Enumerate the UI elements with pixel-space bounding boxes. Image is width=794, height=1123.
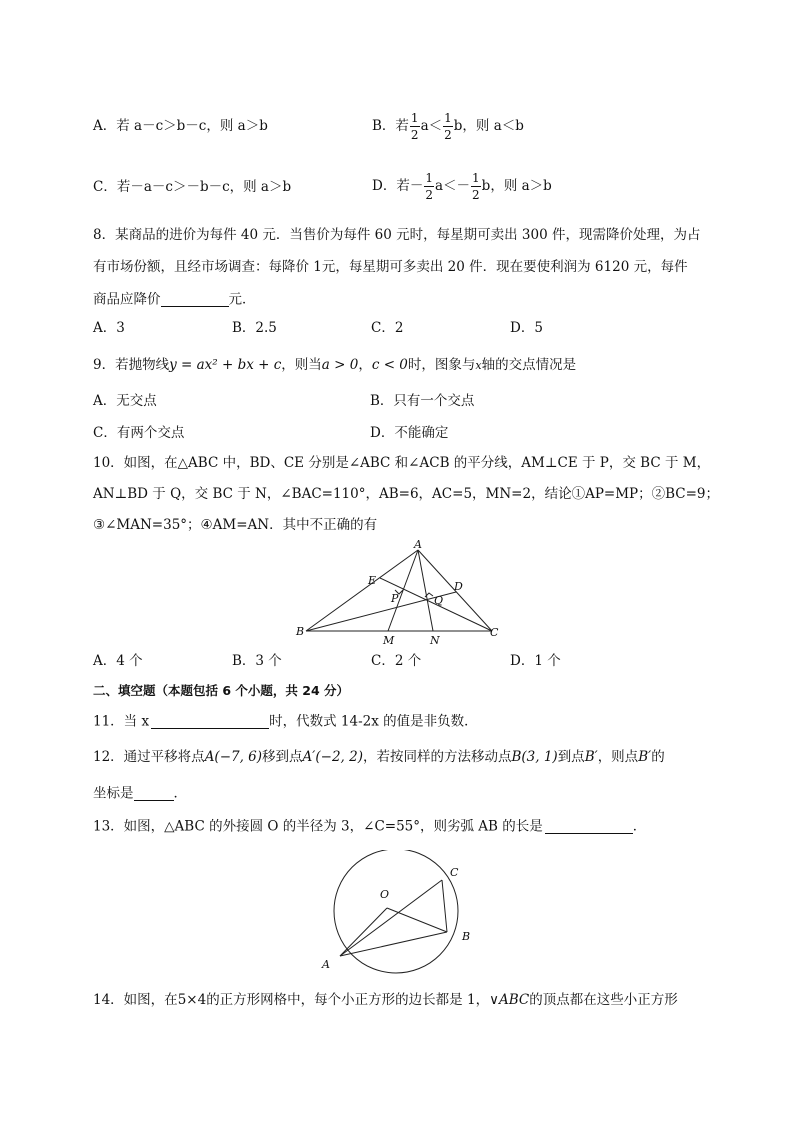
label-c: C bbox=[490, 626, 499, 639]
q12-point-a: A(−7, 6) bbox=[204, 749, 263, 765]
fraction-half: $\frac{1}{2}$ bbox=[444, 111, 452, 142]
q9-formula: y = ax² + bx + c bbox=[169, 357, 282, 373]
q8-line-3 bbox=[93, 292, 256, 307]
q8-line-2: 有市场份额，且经市场调查：每降价 1元，每星期可多卖出 20 件．现在要使利润为 6120 元，每件 bbox=[93, 259, 688, 275]
q12-line-2-suffix: ． bbox=[173, 785, 187, 802]
label-n: N bbox=[430, 634, 440, 647]
q9-variable: x bbox=[475, 359, 482, 372]
q13-stem-suffix: ． bbox=[632, 818, 647, 835]
q7-option-b-prefix: B．若 bbox=[372, 118, 409, 134]
q11-stem-prefix: 11．当 x bbox=[93, 713, 150, 730]
q7-option-c: C．若－a－c＞－b－c，则 a＞b bbox=[93, 179, 292, 195]
q10-line-3: ③∠MAN=35°；④AM=AN．其中不正确的有 bbox=[93, 517, 378, 533]
label-e: E bbox=[368, 574, 377, 587]
q11-stem bbox=[93, 714, 478, 729]
q12-point-a-prime: A′(−2, 2) bbox=[302, 749, 363, 765]
q7-option-d-middle: a＜－ bbox=[434, 178, 471, 194]
q12-line-1 bbox=[93, 751, 665, 765]
q12-prefix: 12．通过平移将点 bbox=[93, 749, 205, 765]
q9-stem bbox=[93, 359, 576, 373]
q9-stem-middle: ，则当 bbox=[281, 357, 322, 373]
line-oa bbox=[340, 908, 387, 956]
q12-line-2-prefix: 坐标是 bbox=[93, 785, 134, 802]
label-c: C bbox=[450, 866, 459, 879]
q7-option-a: A．若 a－c＞b－c，则 a＞b bbox=[93, 118, 268, 134]
q8-option-c: C．2 bbox=[371, 320, 404, 336]
q13-stem bbox=[93, 819, 646, 834]
q9-option-c: C．有两个交点 bbox=[93, 425, 185, 441]
q9-stem-prefix: 9．若抛物线 bbox=[93, 357, 170, 373]
q10-option-a: A．4 个 bbox=[93, 653, 143, 669]
answer-blank[interactable] bbox=[161, 292, 229, 307]
line-bc bbox=[442, 880, 447, 932]
q9-stem-suffix: 轴的交点情况是 bbox=[481, 357, 577, 373]
q12-text-3: 到点 bbox=[557, 749, 585, 765]
label-a: A bbox=[414, 540, 422, 551]
fraction-half: $\frac{1}{2}$ bbox=[410, 111, 419, 142]
q14-grid-size: 5×4 bbox=[177, 992, 207, 1008]
q7-option-d bbox=[372, 172, 552, 201]
label-p: P bbox=[391, 592, 399, 605]
q10-option-b: B．3 个 bbox=[232, 653, 282, 669]
q12-point-b-prime-2: B′ bbox=[638, 749, 652, 765]
q8-line-3-suffix: 元． bbox=[228, 291, 256, 308]
q7-option-d-prefix: D．若－ bbox=[372, 178, 424, 194]
q14-stem-suffix: 的顶点都在这些小正方形 bbox=[529, 992, 678, 1008]
q9-condition-a: a > 0 bbox=[321, 357, 359, 373]
q7-option-b-suffix: b，则 a＜b bbox=[453, 118, 524, 134]
q10-line-2: AN⊥BD 于 Q，交 BC 于 N，∠BAC=110°，AB=6，AC=5，MN=2，结论①AP=MP；②BC=9； bbox=[93, 486, 720, 502]
label-m: M bbox=[383, 634, 395, 647]
q10-option-c: C．2 个 bbox=[371, 653, 422, 669]
q14-stem-prefix: 14．如图，在 bbox=[93, 992, 178, 1008]
line-ob bbox=[387, 908, 447, 932]
q7-option-b bbox=[372, 112, 524, 141]
q9-separator: ， bbox=[358, 357, 372, 373]
label-b: B bbox=[462, 930, 471, 943]
line-an bbox=[418, 550, 433, 631]
q9-option-b: B．只有一个交点 bbox=[370, 393, 475, 409]
q12-point-b-prime: B′ bbox=[584, 749, 598, 765]
q12-text-2: ，若按同样的方法移动点 bbox=[362, 749, 512, 765]
q10-triangle-figure bbox=[290, 540, 510, 648]
q8-option-b: B．2.5 bbox=[232, 320, 277, 336]
q13-stem-prefix: 13．如图，△ABC 的外接圆 O 的半径为 3，∠C=55°，则劣弧 AB 的长是 bbox=[93, 818, 543, 835]
fraction-half: $\frac{1}{2}$ bbox=[472, 171, 480, 202]
label-o: O bbox=[380, 888, 390, 901]
q12-line-2 bbox=[93, 786, 187, 801]
q9-option-a: A．无交点 bbox=[93, 393, 157, 409]
q8-line-3-prefix: 商品应降价 bbox=[93, 291, 161, 308]
line-ab bbox=[306, 550, 418, 631]
q14-triangle: ∨ABC bbox=[489, 992, 530, 1008]
section-2-title: 二、填空题（本题包括 6 个小题，共 24 分） bbox=[93, 683, 350, 698]
label-d: D bbox=[454, 580, 463, 593]
q14-stem bbox=[93, 994, 678, 1008]
q8-option-a: A．3 bbox=[93, 320, 125, 336]
q14-stem-middle: 的正方形网格中，每个小正方形的边长都是 1， bbox=[206, 992, 490, 1008]
q12-suffix: 的 bbox=[651, 749, 665, 765]
q10-line-1: 10．如图，在△ABC 中，BD、CE 分别是∠ABC 和∠ACB 的平分线，AM⊥CE 于 P，交 BC 于 M， bbox=[93, 455, 711, 471]
label-q: Q bbox=[434, 594, 444, 607]
q10-option-d: D．1 个 bbox=[510, 653, 561, 669]
q8-option-d: D．5 bbox=[510, 320, 543, 336]
q12-point-b: B(3, 1) bbox=[511, 749, 558, 765]
q7-option-b-middle: a＜ bbox=[420, 118, 443, 134]
q9-option-d: D．不能确定 bbox=[370, 425, 449, 441]
q8-line-1: 8．某商品的进价为每件 40 元．当售价为每件 60 元时，每星期可卖出 300 件，现需降价处理，为占 bbox=[93, 227, 701, 243]
answer-blank[interactable] bbox=[151, 714, 269, 729]
q9-stem-middle-2: 时，图象与 bbox=[407, 357, 476, 373]
q7-option-d-suffix: b，则 a＞b bbox=[481, 178, 552, 194]
answer-blank[interactable] bbox=[545, 819, 633, 834]
answer-blank[interactable] bbox=[134, 786, 174, 801]
q12-text-4: ，则点 bbox=[597, 749, 639, 765]
q12-text-1: 移到点 bbox=[262, 749, 303, 765]
q9-condition-c: c < 0 bbox=[371, 357, 408, 373]
q13-circle-figure bbox=[310, 850, 490, 975]
label-a: A bbox=[322, 958, 330, 971]
q11-stem-suffix: 时，代数式 14-2x 的值是非负数． bbox=[269, 713, 478, 730]
fraction-half: $\frac{1}{2}$ bbox=[425, 171, 433, 202]
label-b: B bbox=[296, 625, 305, 638]
